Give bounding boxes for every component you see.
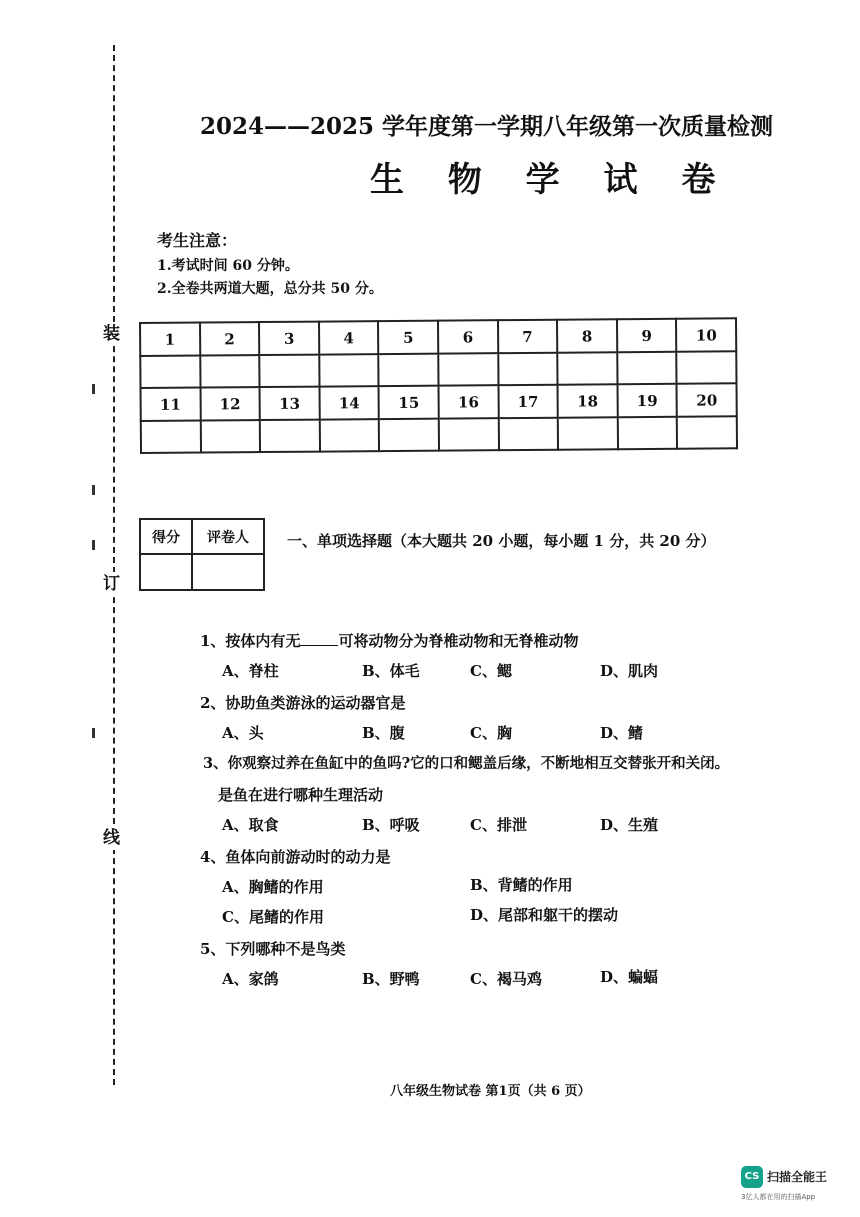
option: C、尾鳍的作用	[222, 908, 324, 926]
question-3-line2: 是鱼在进行哪种生理活动	[218, 786, 384, 804]
grid-number: 2	[200, 322, 260, 355]
binding-mark	[92, 728, 95, 738]
binding-char-ding: 订	[103, 574, 120, 594]
option: D、生殖	[600, 816, 659, 834]
notice-heading: 考生注意：	[157, 231, 238, 250]
option: B、背鳍的作用	[470, 876, 573, 894]
binding-char-zhuang: 装	[103, 324, 120, 344]
grid-number: 1	[140, 323, 200, 356]
answer-grid-blank-row	[140, 351, 736, 388]
scanner-watermark	[741, 1166, 851, 1210]
grid-number: 9	[617, 319, 677, 352]
grid-number: 13	[260, 387, 320, 420]
answer-cell[interactable]	[200, 355, 260, 387]
grid-number: 6	[438, 320, 498, 353]
grid-number: 20	[677, 383, 737, 416]
question-stem: 可将动物分为脊椎动物和无脊椎动物	[338, 632, 579, 650]
question-5: 5、下列哪种不是鸟类	[200, 940, 346, 958]
answer-cell[interactable]	[498, 353, 558, 385]
grid-number: 14	[319, 386, 379, 419]
answer-cell[interactable]	[557, 352, 617, 384]
answer-cell[interactable]	[200, 420, 260, 452]
answer-cell[interactable]	[320, 419, 380, 451]
option: C、胸	[470, 724, 512, 742]
option: B、腹	[362, 724, 405, 742]
answer-grid-blank-row	[141, 416, 737, 453]
exam-subtitle: 生 物 学 试 卷	[370, 160, 732, 200]
notice-item: 1.考试时间 60 分钟。	[157, 258, 299, 274]
answer-cell[interactable]	[677, 416, 737, 448]
grid-number: 11	[141, 388, 201, 421]
option: A、取食	[222, 816, 279, 834]
answer-cell[interactable]	[260, 420, 320, 452]
question-1	[200, 630, 578, 651]
option: B、呼吸	[362, 816, 420, 834]
option: C、鳃	[470, 662, 512, 680]
fill-blank[interactable]	[300, 631, 338, 646]
answer-cell[interactable]	[438, 353, 498, 385]
binding-mark	[92, 485, 95, 495]
answer-cell[interactable]	[140, 356, 200, 388]
answer-cell[interactable]	[498, 418, 558, 450]
option: A、脊柱	[222, 662, 279, 680]
answer-cell[interactable]	[379, 419, 439, 451]
answer-grid-number-row	[140, 318, 736, 356]
answer-cell[interactable]	[319, 354, 379, 386]
option: B、体毛	[362, 662, 420, 680]
option: D、肌肉	[600, 662, 659, 680]
question-3: 3、你观察过养在鱼缸中的鱼吗?它的口和鳃盖后缘，不断地相互交替张开和关闭。	[203, 755, 730, 772]
page-footer: 八年级生物试卷 第1页（共 6 页）	[390, 1084, 591, 1099]
grader-cell[interactable]	[192, 554, 264, 590]
binding-dashed-line	[113, 45, 115, 1085]
option: D、蝙蝠	[600, 968, 659, 986]
exam-title: 2024——2025 学年度第一学期八年级第一次质量检测	[200, 113, 774, 140]
scanner-logo-icon: CS	[741, 1166, 763, 1188]
binding-mark	[92, 540, 95, 550]
answer-cell[interactable]	[618, 417, 678, 449]
question-4: 4、鱼体向前游动时的动力是	[200, 848, 391, 866]
grid-number: 17	[498, 385, 558, 418]
option: D、尾部和躯干的摆动	[470, 906, 619, 924]
answer-cell[interactable]	[617, 352, 677, 384]
grid-number: 7	[498, 320, 558, 353]
grid-number: 18	[558, 384, 618, 417]
score-cell[interactable]	[140, 554, 192, 590]
score-box	[139, 518, 265, 591]
notice-item: 2.全卷共两道大题，总分共 50 分。	[157, 281, 383, 297]
answer-cell[interactable]	[379, 354, 439, 386]
section-heading: 一、单项选择题（本大题共 20 小题，每小题 1 分，共 20 分）	[287, 532, 716, 550]
grid-number: 10	[676, 318, 736, 351]
answer-cell[interactable]	[141, 421, 201, 453]
binding-mark	[92, 384, 95, 394]
answer-grid-number-row	[141, 383, 737, 421]
option: A、家鸽	[222, 970, 279, 988]
grid-number: 15	[379, 386, 439, 419]
answer-cell[interactable]	[259, 355, 319, 387]
grader-label: 评卷人	[192, 519, 264, 554]
grid-number: 16	[438, 385, 498, 418]
option: B、野鸭	[362, 970, 420, 988]
option: D、鳍	[600, 724, 644, 742]
scanner-app-name: 扫描全能王	[767, 1170, 828, 1184]
question-2: 2、协助鱼类游泳的运动器官是	[200, 694, 406, 712]
grid-number: 8	[557, 319, 617, 352]
option: C、褐马鸡	[470, 970, 542, 988]
binding-char-xian: 线	[103, 828, 120, 848]
answer-cell[interactable]	[558, 417, 618, 449]
grid-number: 12	[200, 387, 260, 420]
option: A、头	[222, 724, 264, 742]
option: A、胸鳍的作用	[222, 878, 324, 896]
grid-number: 19	[617, 384, 677, 417]
answer-grid	[139, 317, 738, 454]
grid-number: 4	[319, 321, 379, 354]
answer-cell[interactable]	[439, 418, 499, 450]
scanner-tagline: 3亿人都在用的扫描App	[741, 1193, 816, 1201]
score-label: 得分	[140, 519, 192, 554]
question-stem: 1、按体内有无	[200, 632, 301, 650]
grid-number: 3	[259, 322, 319, 355]
grid-number: 5	[378, 321, 438, 354]
answer-cell[interactable]	[677, 351, 737, 383]
option: C、排泄	[470, 816, 527, 834]
